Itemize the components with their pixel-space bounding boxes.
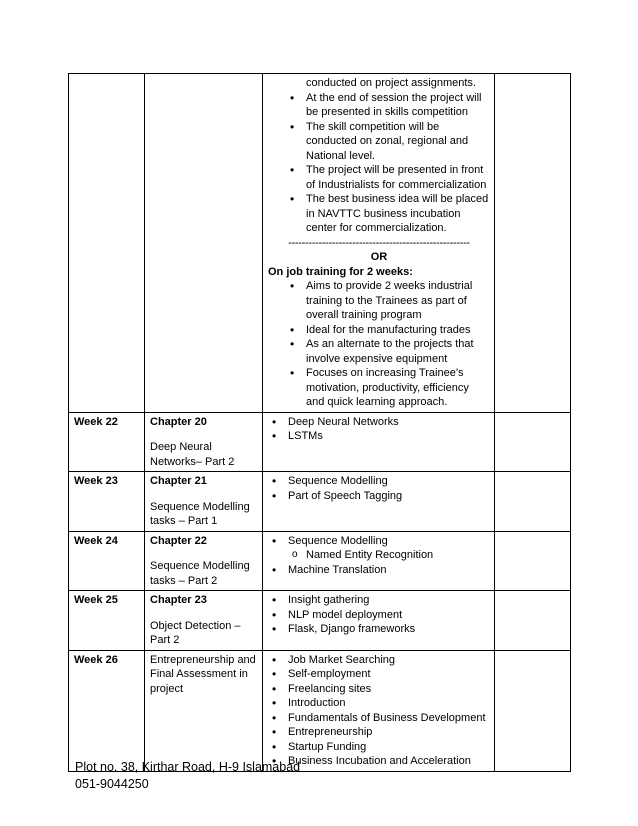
list-item: • Machine Translation [268, 563, 490, 578]
list-item: • Entrepreneurship [268, 725, 490, 740]
list-item: • Flask, Django frameworks [268, 622, 490, 637]
topic-list [268, 534, 490, 549]
chapter-title: Deep Neural Networks– Part 2 [150, 441, 235, 468]
chapter-number: Chapter 23 [150, 594, 207, 606]
table-row [69, 472, 571, 532]
list-item: • LSTMs [268, 429, 490, 444]
week-cell [69, 74, 145, 413]
chapter-title: Entrepreneurship and Final Assessment in project [150, 653, 256, 695]
list-item: • Fundamentals of Business Development [268, 711, 490, 726]
list-item: • Ideal for the manufacturing trades [268, 323, 490, 338]
chapter-cell [145, 412, 263, 472]
list-item-continuation: conducted on project assignments. [306, 77, 476, 89]
ojt-bullet-list [268, 279, 490, 410]
chapter-title: Object Detection – Part 2 [150, 619, 241, 646]
table-row [69, 650, 571, 771]
footer-address: Plot no. 38, Kirthar Road, H-9 Islamabad [75, 760, 301, 774]
list-item: • Introduction [268, 696, 490, 711]
list-item: • Self-employment [268, 667, 490, 682]
footer-phone: 051-9044250 [75, 777, 149, 791]
page-footer [75, 759, 300, 793]
list-item: • As an alternate to the projects that involve expensive equipment [268, 337, 490, 366]
chapter-cell [145, 650, 263, 771]
chapter-cell [145, 591, 263, 651]
remarks-cell [495, 531, 571, 591]
list-item: • Sequence Modelling [268, 474, 490, 489]
curriculum-table [68, 73, 571, 772]
topics-cell [263, 531, 495, 591]
list-item: • Business Incubation and Acceleration [268, 754, 490, 769]
or-label: OR [370, 251, 388, 263]
remarks-cell [495, 74, 571, 413]
list-item: • Job Market Searching [268, 653, 490, 668]
list-item: • Part of Speech Tagging [268, 489, 490, 504]
chapter-title: Sequence Modelling tasks – Part 1 [150, 500, 250, 527]
topics-cell [263, 74, 495, 413]
list-item: • Insight gathering [268, 593, 490, 608]
list-item: • Sequence Modelling [268, 534, 490, 549]
week-cell: Week 25 [69, 591, 145, 651]
chapter-cell [145, 531, 263, 591]
remarks-cell [495, 472, 571, 532]
topic-list [268, 415, 490, 444]
subtopic-list [268, 548, 490, 563]
week-cell: Week 26 [69, 650, 145, 771]
chapter-title: Sequence Modelling tasks – Part 2 [150, 560, 250, 587]
list-item: • Focuses on increasing Trainee’s motivation, productivity, efficiency and quick learning approach. [268, 366, 490, 410]
topic-list [268, 593, 490, 637]
topic-list [268, 653, 490, 769]
chapter-number: Chapter 21 [150, 475, 207, 487]
list-item: • The best business idea will be placed in NAVTTC business incubation center for commercialization. [268, 192, 490, 236]
list-item: • Deep Neural Networks [268, 415, 490, 430]
week-cell: Week 23 [69, 472, 145, 532]
remarks-cell [495, 650, 571, 771]
remarks-cell [495, 591, 571, 651]
topics-cell [263, 650, 495, 771]
list-item: • NLP model deployment [268, 608, 490, 623]
divider-line: ------------------------------------------------------ [288, 236, 470, 249]
chapter-number: Chapter 22 [150, 534, 207, 547]
list-item: • At the end of session the project will be presented in skills competition [268, 91, 490, 120]
list-item: • The skill competition will be conducted on zonal, regional and National level. [268, 120, 490, 164]
topic-list [268, 563, 490, 578]
topics-cell [263, 472, 495, 532]
topics-cell [263, 591, 495, 651]
chapter-cell [145, 472, 263, 532]
chapter-cell [145, 74, 263, 413]
project-bullet-list [268, 91, 490, 236]
remarks-cell [495, 412, 571, 472]
ojt-heading: On job training for 2 weeks: [268, 265, 413, 278]
table-row [69, 74, 571, 413]
list-item: • Aims to provide 2 weeks industrial training to the Trainees as part of overall training program [268, 279, 490, 323]
week-cell: Week 22 [69, 412, 145, 472]
table-row [69, 591, 571, 651]
topics-cell [263, 412, 495, 472]
list-item: • The project will be presented in front of Industrialists for commercialization [268, 163, 490, 192]
list-item: o Named Entity Recognition [268, 548, 490, 563]
table-row [69, 412, 571, 472]
list-item: • Startup Funding [268, 740, 490, 755]
list-item: • Freelancing sites [268, 682, 490, 697]
table-row [69, 531, 571, 591]
topic-list [268, 474, 490, 503]
week-cell: Week 24 [69, 531, 145, 591]
chapter-number: Chapter 20 [150, 415, 207, 428]
